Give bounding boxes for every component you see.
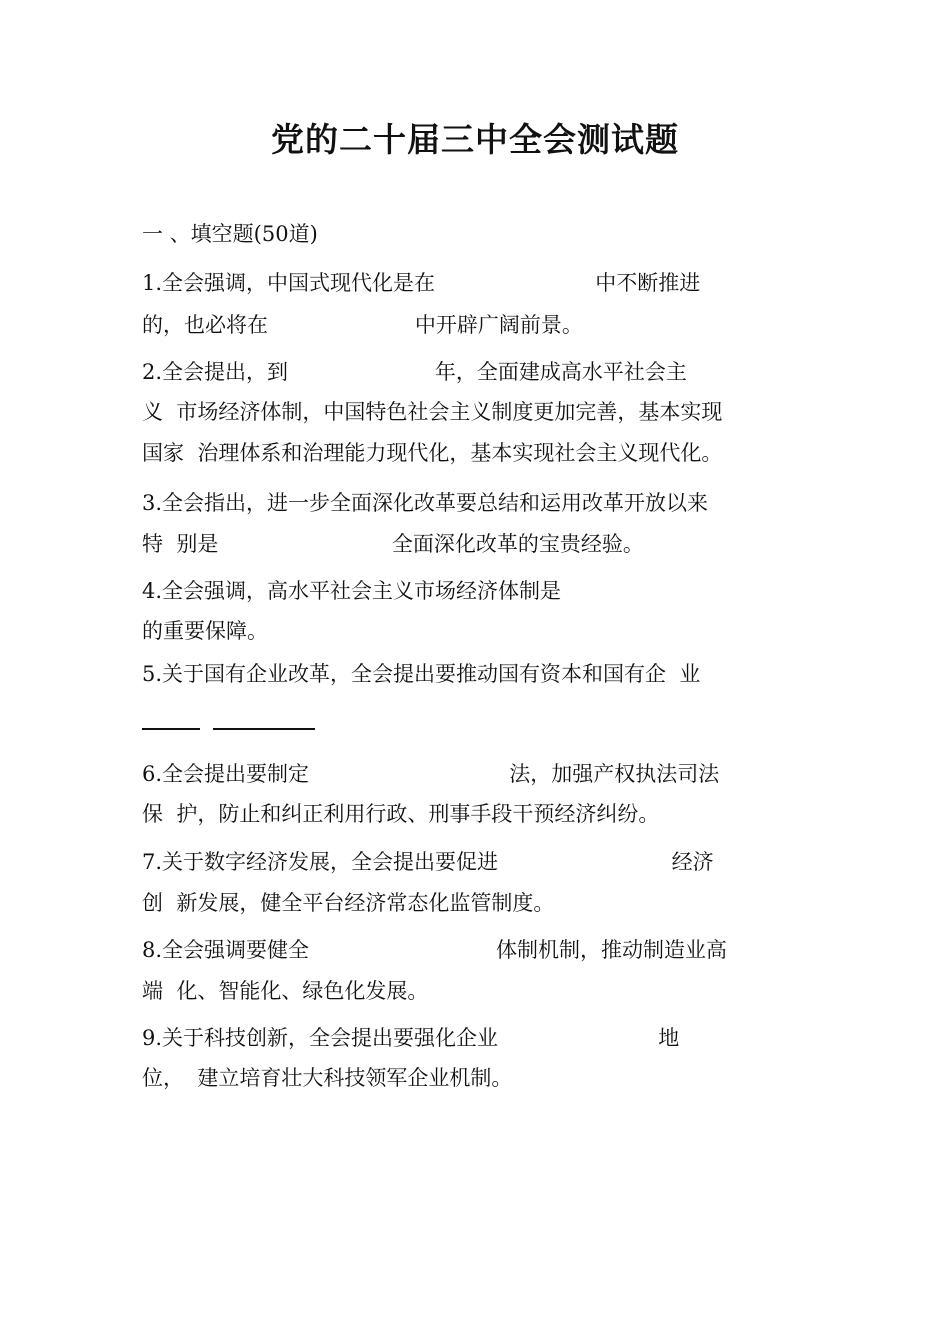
question-9-line-2: 位， 建立培育壮大科技领军企业机制。 (142, 1066, 513, 1090)
page-title: 党的二十届三中全会测试题 (271, 120, 679, 159)
question-1-line-1: 1.全会强调，中国式现代化是在 中不断推进 (142, 271, 701, 295)
answer-blank-rule (213, 728, 315, 730)
question-4-line-2: 的重要保障。 (142, 619, 268, 643)
question-9-line-1: 9.关于科技创新，全会提出要强化企业 地 (142, 1026, 680, 1050)
question-2-line-2: 义 市场经济体制，中国特色社会主义制度更加完善，基本实现 (142, 400, 723, 424)
section-heading: 一 、填空题(50道) (142, 222, 318, 246)
question-7-line-2: 创 新发展，健全平台经济常态化监管制度。 (142, 891, 555, 915)
question-2-line-1: 2.全会提出，到 年，全面建成高水平社会主 (142, 360, 687, 384)
question-2-line-3: 国家 治理体系和治理能力现代化，基本实现社会主义现代化。 (142, 441, 723, 465)
question-3-line-1: 3.全会指出，进一步全面深化改革要总结和运用改革开放以来 (142, 491, 709, 515)
question-4-line-1: 4.全会强调，高水平社会主义市场经济体制是 (142, 579, 562, 603)
question-8-line-2: 端 化、智能化、绿色化发展。 (142, 979, 429, 1003)
question-1-line-2: 的，也必将在 中开辟广阔前景。 (142, 313, 583, 337)
answer-blank-rule (142, 728, 200, 730)
question-5-line-1: 5.关于国有企业改革，全会提出要推动国有资本和国有企 业 (142, 662, 701, 686)
question-7-line-1: 7.关于数字经济发展，全会提出要促进 经济 (142, 850, 714, 874)
question-3-line-2: 特 别是 全面深化改革的宝贵经验。 (142, 532, 644, 556)
question-6-line-1: 6.全会提出要制定 法，加强产权执法司法 (142, 762, 720, 786)
question-8-line-1: 8.全会强调要健全 体制机制，推动制造业高 (142, 938, 727, 962)
question-6-line-2: 保 护，防止和纠正利用行政、刑事手段干预经济纠纷。 (142, 802, 660, 826)
